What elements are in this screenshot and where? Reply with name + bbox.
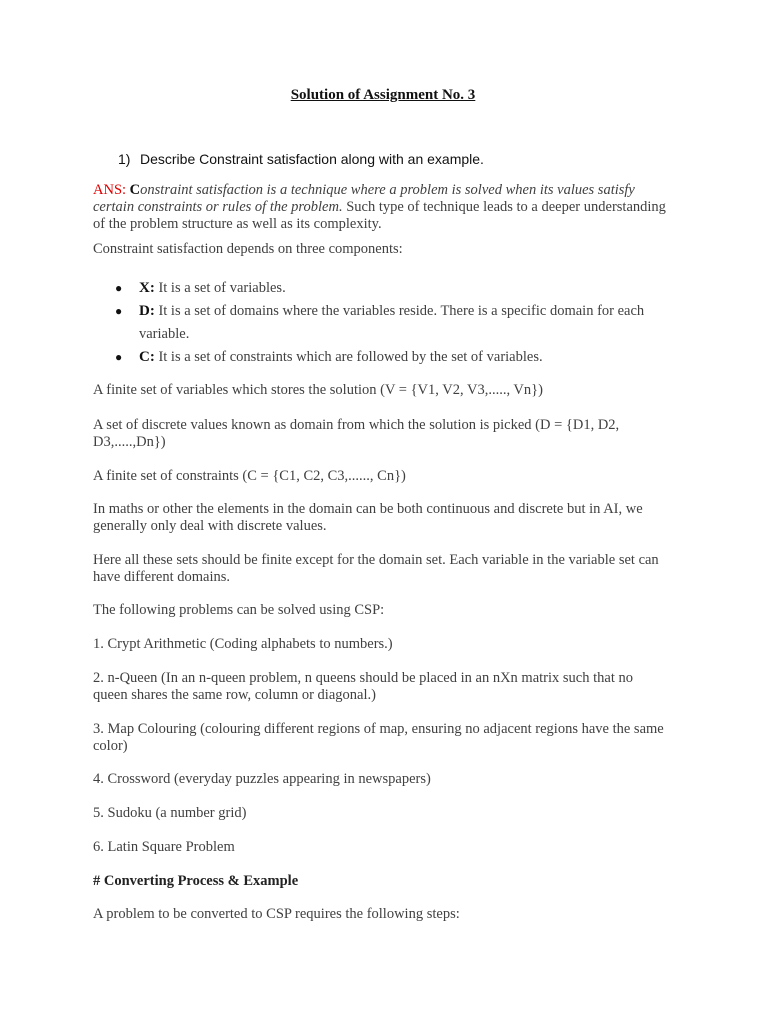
variables-paragraph: A finite set of variables which stores the solution (V = {V1, V2, V3,....., Vn}) xyxy=(93,382,543,398)
problem-item: 6. Latin Square Problem xyxy=(93,839,235,855)
answer-label: ANS: xyxy=(93,182,127,198)
components-intro: Constraint satisfaction depends on three components: xyxy=(93,241,403,257)
problem-item: 5. Sudoku (a number grid) xyxy=(93,805,247,821)
answer-rest: Such type of technique leads to a deeper understanding of the problem structure as well as its complexity. xyxy=(93,199,666,232)
list-item xyxy=(93,277,673,300)
question-1 xyxy=(118,151,484,167)
domain-types-paragraph: In maths or other the elements in the domain can be both continuous and discrete but in AI, we generally only deal with discrete values. xyxy=(93,501,643,534)
bullet-icon: ● xyxy=(115,350,123,364)
bullet-text: It is a set of variables. xyxy=(154,280,286,296)
question-number: 1) xyxy=(118,151,131,167)
section-heading: # Converting Process & Example xyxy=(93,873,299,889)
bullet-text: It is a set of domains where the variables reside. There is a specific domain for each variable. xyxy=(139,303,645,342)
csp-problems-intro: The following problems can be solved using CSP: xyxy=(93,602,385,618)
list-item xyxy=(93,346,673,369)
bullet-text: It is a set of constraints which are followed by the set of variables. xyxy=(154,349,543,365)
finite-sets-paragraph: Here all these sets should be finite except for the domain set. Each variable in the variable set can have different domains. xyxy=(93,552,659,585)
question-text: Describe Constraint satisfaction along with an example. xyxy=(140,151,484,167)
answer-definition: onstraint satisfaction is a technique where a problem is solved when its values satisfy certain constraints or rules of the problem. xyxy=(93,182,635,215)
problem-item: 1. Crypt Arithmetic (Coding alphabets to numbers.) xyxy=(93,636,393,652)
problem-item: 4. Crossword (everyday puzzles appearing in newspapers) xyxy=(93,771,431,787)
domain-paragraph: A set of discrete values known as domain from which the solution is picked (D = {D1, D2, D3,.....,Dn}) xyxy=(93,417,620,450)
constraints-paragraph: A finite set of constraints (C = {C1, C2, C3,......, Cn}) xyxy=(93,468,406,484)
bullet-key: C: xyxy=(139,349,155,365)
bullet-icon: ● xyxy=(115,281,123,295)
bullet-key: D: xyxy=(139,303,155,319)
answer-first-letter: C xyxy=(129,182,141,198)
problem-item: 3. Map Colouring (colouring different regions of map, ensuring no adjacent regions have the same color) xyxy=(93,721,664,754)
bullet-key: X: xyxy=(139,280,155,296)
components-list xyxy=(93,277,673,369)
list-item xyxy=(93,300,673,346)
problem-item: 2. n-Queen (In an n-queen problem, n queens should be placed in an nXn matrix such that no queen shares the same row, column or diagonal.) xyxy=(93,670,633,703)
conversion-steps-intro: A problem to be converted to CSP requires the following steps: xyxy=(93,906,460,922)
bullet-icon: ● xyxy=(115,304,123,318)
answer-paragraph xyxy=(93,182,668,233)
document-title: Solution of Assignment No. 3 xyxy=(290,87,476,103)
